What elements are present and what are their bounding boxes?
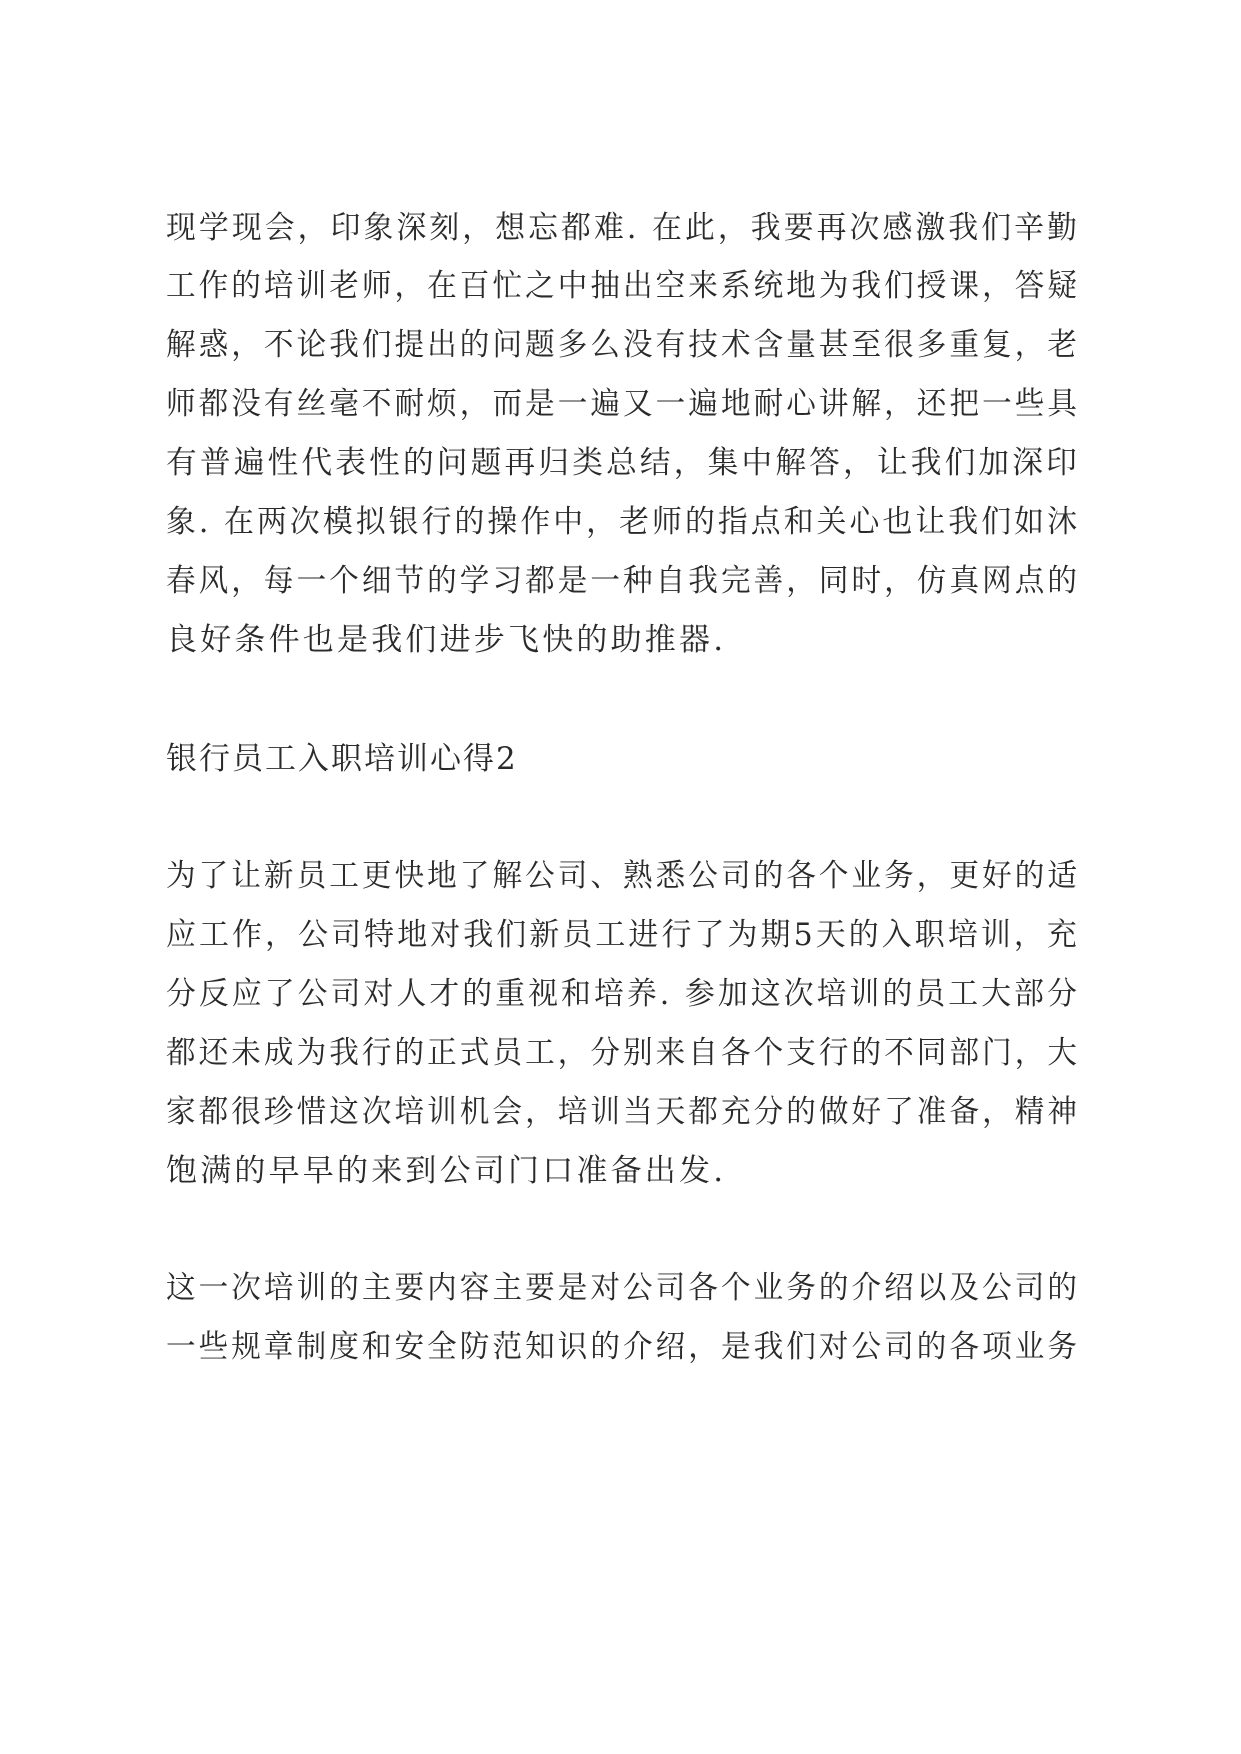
paragraph-line: 春风，每一个细节的学习都是一种自我完善，同时，仿真网点的 — [166, 563, 1081, 599]
paragraph-line: 工作的培训老师，在百忙之中抽出空来系统地为我们授课，答疑 — [166, 268, 1081, 304]
paragraph-line: 应工作，公司特地对我们新员工进行了为期5天的入职培训，充 — [166, 917, 1080, 953]
paragraph-line: 象. 在两次模拟银行的操作中，老师的指点和关心也让我们如沐 — [166, 504, 1081, 540]
paragraph-line: 现学现会，印象深刻，想忘都难. 在此，我要再次感激我们辛勤 — [166, 210, 1081, 246]
paragraph-line: 饱满的早早的来到公司门口准备出发. — [166, 1153, 727, 1189]
paragraph-line: 都还未成为我行的正式员工，分别来自各个支行的不同部门，大 — [166, 1035, 1081, 1071]
paragraph-line: 为了让新员工更快地了解公司、熟悉公司的各个业务，更好的适 — [166, 858, 1081, 894]
paragraph-line: 家都很珍惜这次培训机会，培训当天都充分的做好了准备，精神 — [166, 1094, 1081, 1130]
section-title: 银行员工入职培训心得2 — [166, 741, 518, 777]
paragraph-line: 师都没有丝毫不耐烦，而是一遍又一遍地耐心讲解，还把一些具 — [166, 386, 1081, 422]
paragraph-line: 良好条件也是我们进步飞快的助推器. — [166, 622, 727, 658]
paragraph-line: 有普遍性代表性的问题再归类总结，集中解答，让我们加深印 — [166, 445, 1080, 481]
paragraph-line: 解惑，不论我们提出的问题多么没有技术含量甚至很多重复，老 — [166, 327, 1081, 363]
paragraph-line: 一些规章制度和安全防范知识的介绍，是我们对公司的各项业务 — [166, 1329, 1081, 1365]
paragraph-line: 这一次培训的主要内容主要是对公司各个业务的介绍以及公司的 — [166, 1270, 1081, 1306]
paragraph-line: 分反应了公司对人才的重视和培养. 参加这次培训的员工大部分 — [166, 976, 1081, 1012]
